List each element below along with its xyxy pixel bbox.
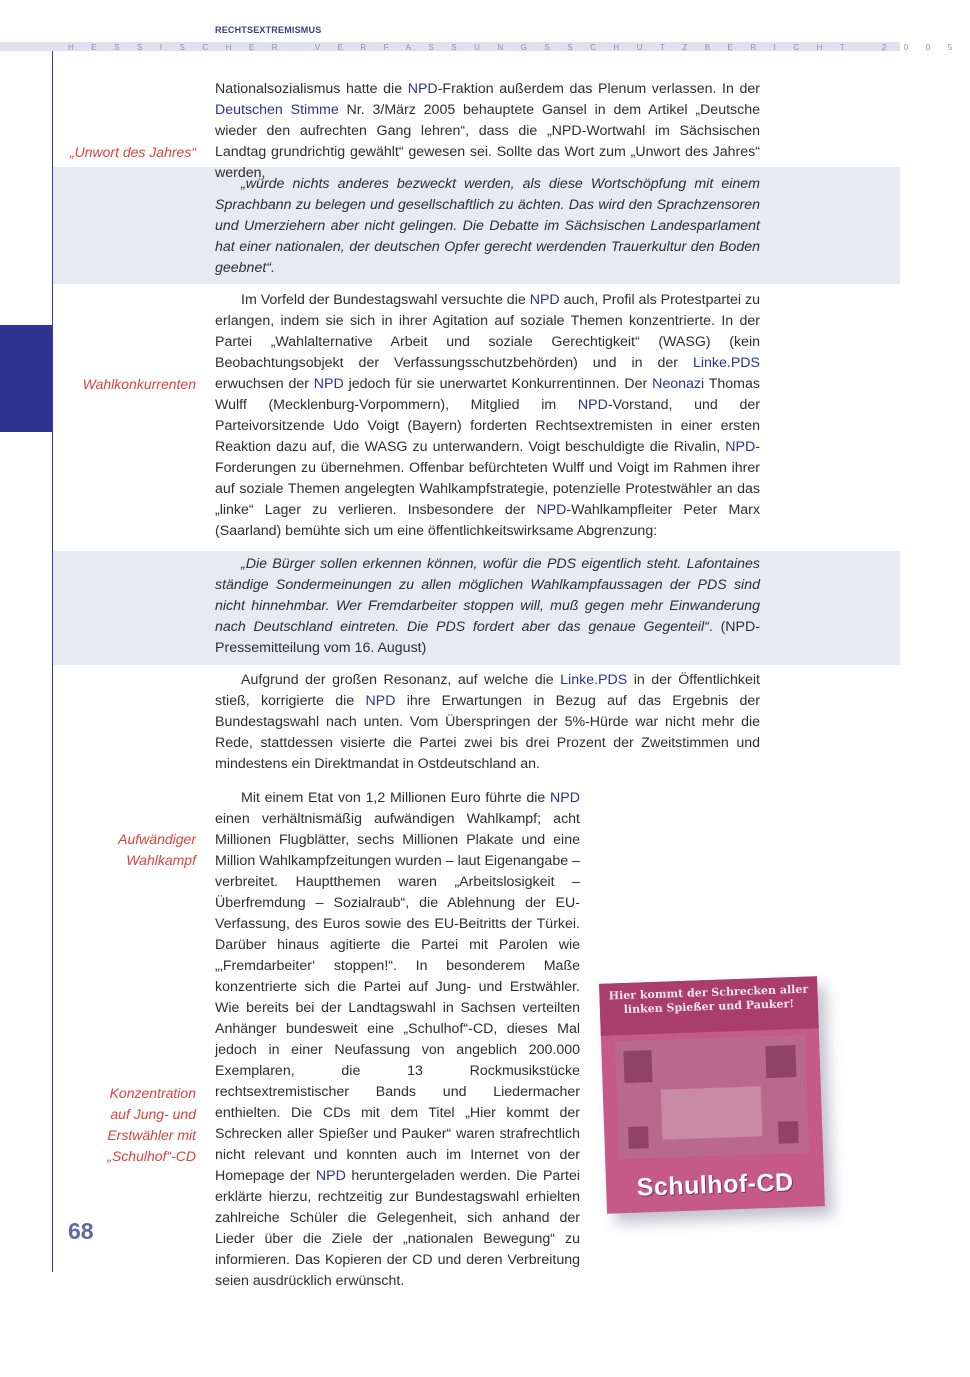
- npd-term: NPD: [529, 292, 560, 308]
- cd-cover-title: Schulhof-CD: [636, 1168, 795, 1202]
- text-run: -Fraktion außerdem das Plenum verlassen. In der: [437, 81, 761, 97]
- npd-term: NPD: [577, 397, 608, 413]
- cd-cover-panel: [661, 1086, 763, 1139]
- running-title: HESSISCHER VERFASSUNGSSCHUTZBERICHT 2005: [68, 43, 970, 52]
- margin-note-line: auf Jung- und: [110, 1106, 196, 1122]
- margin-note-unwort: „Unwort des Jahres“: [69, 144, 196, 160]
- deutsche-stimme-term: Deutschen Stimme: [215, 102, 339, 118]
- margin-note-konzentration: [46, 1083, 196, 1167]
- neonazi-term: Neonazi: [652, 376, 705, 392]
- cd-cover-emblem: [623, 1050, 652, 1083]
- text-run: Im Vorfeld der Bundestagswahl versuchte die: [241, 292, 530, 308]
- quote-2: [215, 554, 760, 659]
- text-run: Nr. 3/März 2005 behauptete Gansel in dem Artikel „Deutsche wieder den aufrechten Gang lehren“, dass die „NPD-Wortwahl im Sächsischen Landtag grundrichtig gewählt“ gewesen sei. Sollte das Wort zum „Unwort des Jahres“ werden,: [215, 102, 761, 181]
- npd-term: NPD: [315, 1168, 346, 1184]
- npd-term: NPD: [365, 693, 396, 709]
- margin-note-aufwaendiger-wahlkampf: [46, 829, 196, 871]
- text-run: jedoch für sie unerwartet Konkurrentinnen. Der: [343, 376, 653, 392]
- margin-note-line: Erstwähler mit: [107, 1127, 196, 1143]
- text-run: Thomas Wulff (Mecklenburg-Vorpommern), Mitglied im: [215, 376, 760, 413]
- quote-source: . (NPD-Pressemitteilung vom 16. August): [215, 619, 760, 656]
- text-run: -Vorstand, und der Parteivorsitzende Udo Voigt (Bayern) forderten Rechtsextremisten in einer ersten Reaktion dazu auf, die WASG zu unterwandern. Voigt beschuldigte die Rivalin,: [215, 397, 760, 455]
- npd-term: NPD: [550, 790, 580, 806]
- quote-text: „Die Bürger sollen erkennen können, wofür die PDS eigentlich steht. Lafontaines ständige Sondermeinungen zu allen möglichen Wahlkampfaussagen der PDS sind nicht hinnehmbar. Wer Fremdarbeiter stoppen will, muß gegen mehr Einwanderung nach Deutschland eintreten. Die PDS fordert aber das genaue Gegenteil“: [215, 556, 760, 635]
- cd-cover-speaker: [778, 1121, 799, 1144]
- text-run: einen verhältnismäßig aufwändigen Wahlkampf; acht Millionen Flugblätter, sechs Millionen Plakate und eine Million Wahlkampfzeitungen wurden – laut Eigenangabe – verbreitet. Hauptthemen waren „Arbeitslosigkeit – Überfremdung – Sozialraub“, die Ablehnung der EU-Verfassung, des Euros sowie des EU-Beitritts der Türkei. Darüber hinaus agitierte die Partei mit Parolen wie „‚Fremdarbeiter‘ stoppen!“. In besonderem Maße konzentrierte sich die Partei auf Jung- und Erstwähler. Wie bereits bei der Landtagswahl in Sachsen verteilten Anhänger bundesweit eine „Schulhof“-CD, dieses Mal jedoch in einer Neufassung von angeblich 200.000 Exemplaren, die 13 Rockmusikstücke rechtsextremistischer Bands und Liedermacher enthielten. Die CDs mit dem Titel „Hier kommt der Schrecken aller Spießer und Pauker“ waren strafrechtlich nicht relevant und konnten auch im Internet von der Homepage der: [215, 811, 580, 1184]
- cd-cover-headline: Hier kommt der Schrecken aller linken Spießer und Pauker!: [608, 982, 809, 1017]
- quote-text: „würde nichts anderes bezweckt werden, als diese Wortschöpfung mit einem Sprachbann zu belegen und gesellschaftlich zu ächten. Das wird den Sprachzensoren und Umerziehern aber nicht gelingen. Die Debatte im Sächsischen Landesparlament hat einer nationalen, der deutschen Opfer gerecht werdenden Trauerkultur den Boden geebnet“.: [215, 176, 760, 276]
- cd-cover-emblem: [765, 1045, 796, 1078]
- margin-note-line: „Schulhof“-CD: [107, 1148, 196, 1164]
- paragraph-3: [215, 670, 760, 775]
- text-run: auch, Profil als Protestpartei zu erlangen, indem sie sich in ihrer Agitation auf soziale Themen konzentrierte. In der Partei „Wahlalternative Arbeit und soziale Gerechtigkeit“ (WASG) (kein Beobachtungsobjekt der Verfassungsschutzbehörden) und in der: [215, 292, 761, 371]
- page-number: 68: [68, 1218, 94, 1244]
- linke-pds-term: Linke.PDS: [692, 355, 760, 371]
- cd-cover-artwork: [615, 1035, 809, 1160]
- margin-note-line: Aufwändiger: [118, 831, 196, 847]
- text-run: heruntergeladen werden. Die Partei erklärte hierzu, rechtzeitig zur Bundestagswahl erhielten zahlreiche Schüler die Gelegenheit, sich anhand der Lieder über die Ziele der „nationalen Bewegung“ zu informieren. Das Kopieren der CD und deren Verbreitung seien ausdrücklich erwünscht.: [215, 1168, 581, 1289]
- paragraph-2: [215, 290, 760, 542]
- npd-term: NPD: [725, 439, 756, 455]
- section-label: RECHTSEXTREMISMUS: [215, 25, 322, 35]
- text-run: Mit einem Etat von 1,2 Millionen Euro führte die: [241, 790, 551, 806]
- text-run: in der Öffentlichkeit stieß, korrigierte die: [215, 672, 760, 709]
- margin-note-line: Wahlkampf: [126, 852, 196, 868]
- cd-cover-speaker: [628, 1126, 649, 1149]
- quote-1: [215, 174, 760, 279]
- npd-term: NPD: [536, 502, 567, 518]
- npd-term: NPD: [407, 81, 438, 97]
- text-run: Nationalsozialismus hatte die: [215, 81, 408, 97]
- margin-note-line: Konzentration: [109, 1085, 196, 1101]
- side-tab-marker: [0, 325, 52, 432]
- text-run: -Wahlkampfleiter Peter Marx (Saarland) bemühte sich um eine öffentlichkeitswirksame Abgrenzung:: [215, 502, 760, 539]
- text-run: ihre Erwartungen in Bezug auf das Ergebnis der Bundestagswahl nach unten. Vom Überspringen der 5%-Hürde war nicht mehr die Rede, stattdessen visierte die Partei zwei bis drei Prozent der Zweitstimmen und mindestens ein Direktmandat in Ostdeutschland an.: [215, 693, 760, 772]
- text-run: Aufgrund der großen Resonanz, auf welche die: [241, 672, 561, 688]
- text-run: erwuchsen der: [215, 376, 314, 392]
- npd-term: NPD: [313, 376, 344, 392]
- paragraph-1: [215, 79, 760, 184]
- margin-note-wahlkonkurrenten: Wahlkonkurrenten: [82, 376, 196, 392]
- schulhof-cd-cover-image: [599, 976, 825, 1213]
- linke-pds-term: Linke.PDS: [560, 672, 628, 688]
- text-run: -Forderungen zu übernehmen. Offenbar befürchteten Wulff und Voigt im Rahmen ihrer auf soziale Themen angelegten Wahlkampfstrategie, potenzielle Protestwähler an das „linke“ Lager zu verlieren. Insbesondere der: [215, 439, 760, 518]
